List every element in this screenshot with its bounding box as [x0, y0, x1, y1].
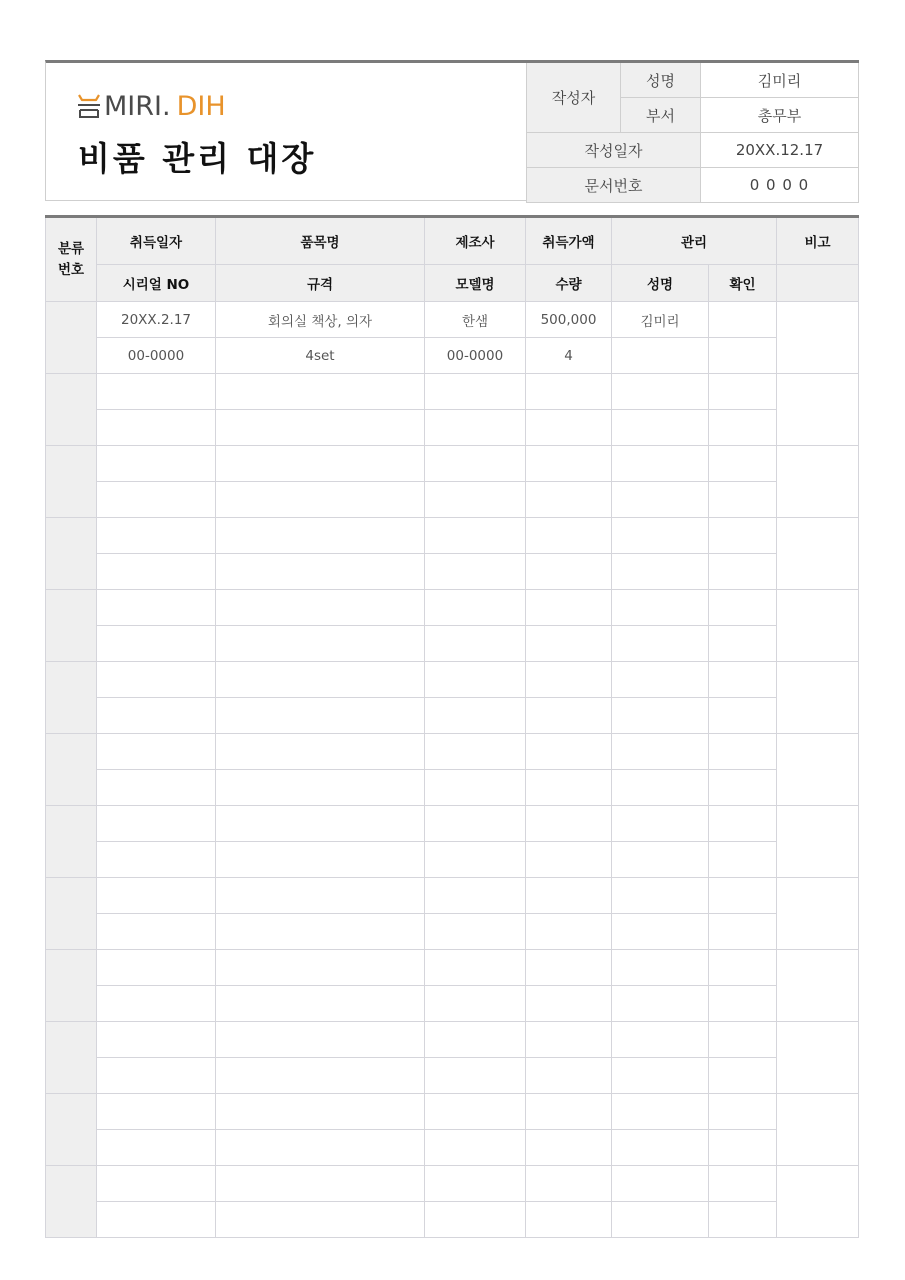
- manager-name-cell[interactable]: [612, 662, 709, 698]
- cat-logo-icon: [76, 92, 102, 120]
- confirm-cell[interactable]: [709, 302, 777, 338]
- item-name-cell[interactable]: [216, 374, 425, 410]
- confirm-cell[interactable]: [709, 662, 777, 698]
- qty-cell[interactable]: [526, 626, 612, 662]
- table-row: [46, 842, 859, 878]
- spec-cell[interactable]: [216, 554, 425, 590]
- spec-cell[interactable]: [216, 914, 425, 950]
- maker-cell[interactable]: 한샘: [425, 302, 526, 338]
- acq-price-cell[interactable]: [526, 878, 612, 914]
- spec-cell[interactable]: [216, 770, 425, 806]
- manager-name-cell-2[interactable]: [612, 842, 709, 878]
- confirm-cell[interactable]: [709, 734, 777, 770]
- model-cell[interactable]: [425, 914, 526, 950]
- confirm-cell-2[interactable]: [709, 1130, 777, 1166]
- serial-cell[interactable]: [97, 914, 216, 950]
- manager-name-cell[interactable]: [612, 806, 709, 842]
- remarks-cell[interactable]: [777, 590, 859, 662]
- spec-cell[interactable]: [216, 1130, 425, 1166]
- confirm-cell-2[interactable]: [709, 698, 777, 734]
- confirm-cell-2[interactable]: [709, 338, 777, 374]
- table-row: [46, 1022, 859, 1058]
- maker-cell[interactable]: [425, 1094, 526, 1130]
- manager-name-cell-2[interactable]: [612, 986, 709, 1022]
- table-row: [46, 806, 859, 842]
- table-row: [46, 1202, 859, 1238]
- table-row: [46, 698, 859, 734]
- model-cell[interactable]: [425, 554, 526, 590]
- header-qty: 수량: [526, 265, 612, 302]
- maker-cell[interactable]: [425, 734, 526, 770]
- brand-name-right: DIH: [176, 90, 226, 122]
- table-row: [46, 662, 859, 698]
- name-value[interactable]: 김미리: [701, 62, 859, 98]
- serial-cell[interactable]: [97, 626, 216, 662]
- confirm-cell-2[interactable]: [709, 914, 777, 950]
- brand-logo: [76, 89, 226, 123]
- header-maker: 제조사: [425, 217, 526, 265]
- manager-name-cell-2[interactable]: [612, 914, 709, 950]
- maker-cell[interactable]: [425, 806, 526, 842]
- item-name-cell[interactable]: 회의실 책상, 의자: [216, 302, 425, 338]
- serial-cell[interactable]: [97, 770, 216, 806]
- remarks-cell[interactable]: [777, 518, 859, 590]
- header-mgr-name: 성명: [612, 265, 709, 302]
- table-row: [46, 950, 859, 986]
- category-cell[interactable]: [46, 950, 97, 1022]
- remarks-cell[interactable]: [777, 1094, 859, 1166]
- table-row: [46, 446, 859, 482]
- acq-date-cell[interactable]: [97, 374, 216, 410]
- table-row: [46, 338, 859, 374]
- item-name-cell[interactable]: [216, 878, 425, 914]
- spec-cell[interactable]: [216, 986, 425, 1022]
- qty-cell[interactable]: [526, 914, 612, 950]
- table-row: [46, 1130, 859, 1166]
- confirm-cell[interactable]: [709, 950, 777, 986]
- header-manage: 관리: [612, 217, 777, 265]
- manager-name-cell-2[interactable]: [612, 1058, 709, 1094]
- acq-price-cell[interactable]: [526, 1166, 612, 1202]
- confirm-cell-2[interactable]: [709, 554, 777, 590]
- table-row: [46, 1166, 859, 1202]
- serial-cell[interactable]: [97, 1130, 216, 1166]
- qty-cell[interactable]: [526, 410, 612, 446]
- manager-name-cell-2[interactable]: [612, 338, 709, 374]
- acq-price-cell[interactable]: [526, 806, 612, 842]
- serial-cell[interactable]: 00-0000: [97, 338, 216, 374]
- model-cell[interactable]: [425, 482, 526, 518]
- manager-name-cell[interactable]: [612, 590, 709, 626]
- confirm-cell-2[interactable]: [709, 842, 777, 878]
- qty-cell[interactable]: [526, 482, 612, 518]
- manager-name-cell-2[interactable]: [612, 1130, 709, 1166]
- item-name-cell[interactable]: [216, 1166, 425, 1202]
- author-label: 작성자: [527, 62, 621, 133]
- item-name-cell[interactable]: [216, 1022, 425, 1058]
- remarks-cell[interactable]: [777, 806, 859, 878]
- maker-cell[interactable]: [425, 374, 526, 410]
- confirm-cell[interactable]: [709, 878, 777, 914]
- model-cell[interactable]: [425, 842, 526, 878]
- manager-name-cell-2[interactable]: [612, 626, 709, 662]
- remarks-cell[interactable]: [777, 302, 859, 374]
- table-row: [46, 554, 859, 590]
- item-name-cell[interactable]: [216, 446, 425, 482]
- table-row: [46, 518, 859, 554]
- document-title: 비품 관리 대장: [78, 139, 317, 178]
- category-cell[interactable]: [46, 806, 97, 878]
- header-remarks-2: [777, 265, 859, 302]
- confirm-cell-2[interactable]: [709, 410, 777, 446]
- serial-cell[interactable]: [97, 842, 216, 878]
- confirm-cell[interactable]: [709, 374, 777, 410]
- category-cell[interactable]: [46, 1166, 97, 1238]
- manager-name-cell[interactable]: [612, 518, 709, 554]
- header-model: 모델명: [425, 265, 526, 302]
- manager-name-cell[interactable]: [612, 950, 709, 986]
- qty-cell[interactable]: [526, 770, 612, 806]
- model-cell[interactable]: [425, 1130, 526, 1166]
- spec-cell[interactable]: 4set: [216, 338, 425, 374]
- qty-cell[interactable]: [526, 1202, 612, 1238]
- acq-date-cell[interactable]: [97, 1166, 216, 1202]
- model-cell[interactable]: [425, 770, 526, 806]
- manager-name-cell-2[interactable]: [612, 1202, 709, 1238]
- serial-cell[interactable]: [97, 554, 216, 590]
- acq-price-cell[interactable]: [526, 662, 612, 698]
- header-confirm: 확인: [709, 265, 777, 302]
- acq-date-cell[interactable]: [97, 806, 216, 842]
- item-name-cell[interactable]: [216, 518, 425, 554]
- manager-name-cell[interactable]: [612, 446, 709, 482]
- serial-cell[interactable]: [97, 482, 216, 518]
- remarks-cell[interactable]: [777, 1022, 859, 1094]
- spec-cell[interactable]: [216, 842, 425, 878]
- table-row: [46, 1058, 859, 1094]
- serial-cell[interactable]: [97, 986, 216, 1022]
- confirm-cell-2[interactable]: [709, 770, 777, 806]
- spec-cell[interactable]: [216, 1058, 425, 1094]
- acq-price-cell[interactable]: [526, 1094, 612, 1130]
- acq-date-cell[interactable]: [97, 1094, 216, 1130]
- table-row: [46, 590, 859, 626]
- category-cell[interactable]: [46, 446, 97, 518]
- category-cell[interactable]: [46, 1022, 97, 1094]
- maker-cell[interactable]: [425, 878, 526, 914]
- manager-name-cell[interactable]: [612, 734, 709, 770]
- remarks-cell[interactable]: [777, 374, 859, 446]
- acq-price-cell[interactable]: [526, 374, 612, 410]
- confirm-cell[interactable]: [709, 1166, 777, 1202]
- manager-name-cell[interactable]: [612, 1094, 709, 1130]
- header-spec: 규격: [216, 265, 425, 302]
- category-cell[interactable]: [46, 590, 97, 662]
- item-name-cell[interactable]: [216, 806, 425, 842]
- header-category: [46, 217, 97, 302]
- serial-cell[interactable]: [97, 1058, 216, 1094]
- serial-cell[interactable]: [97, 698, 216, 734]
- name-label: 성명: [621, 62, 701, 98]
- maker-cell[interactable]: [425, 950, 526, 986]
- qty-cell[interactable]: 4: [526, 338, 612, 374]
- category-cell[interactable]: [46, 518, 97, 590]
- table-row: [46, 626, 859, 662]
- acq-date-cell[interactable]: [97, 518, 216, 554]
- confirm-cell-2[interactable]: [709, 986, 777, 1022]
- confirm-cell-2[interactable]: [709, 1202, 777, 1238]
- manager-name-cell-2[interactable]: [612, 554, 709, 590]
- confirm-cell-2[interactable]: [709, 1058, 777, 1094]
- brand-name-left: MIRI.: [104, 90, 171, 122]
- header-item-name: 품목명: [216, 217, 425, 265]
- table-row: [46, 374, 859, 410]
- manager-name-cell-2[interactable]: [612, 482, 709, 518]
- remarks-cell[interactable]: [777, 446, 859, 518]
- qty-cell[interactable]: [526, 1130, 612, 1166]
- manager-name-cell-2[interactable]: [612, 410, 709, 446]
- confirm-cell[interactable]: [709, 446, 777, 482]
- item-name-cell[interactable]: [216, 662, 425, 698]
- confirm-cell[interactable]: [709, 806, 777, 842]
- acq-price-cell[interactable]: [526, 518, 612, 554]
- item-name-cell[interactable]: [216, 950, 425, 986]
- dept-value[interactable]: 총무부: [701, 98, 859, 133]
- category-cell[interactable]: [46, 374, 97, 446]
- confirm-cell-2[interactable]: [709, 626, 777, 662]
- confirm-cell[interactable]: [709, 590, 777, 626]
- category-cell[interactable]: [46, 878, 97, 950]
- header-category-label: 분류 번호: [57, 241, 85, 278]
- maker-cell[interactable]: [425, 446, 526, 482]
- item-name-cell[interactable]: [216, 734, 425, 770]
- docno-label: 문서번호: [527, 168, 701, 203]
- manager-name-cell[interactable]: [612, 878, 709, 914]
- maker-cell[interactable]: [425, 662, 526, 698]
- model-cell[interactable]: [425, 410, 526, 446]
- spec-cell[interactable]: [216, 1202, 425, 1238]
- acq-price-cell[interactable]: 500,000: [526, 302, 612, 338]
- acq-date-cell[interactable]: [97, 878, 216, 914]
- model-cell[interactable]: 00-0000: [425, 338, 526, 374]
- table-row: [46, 878, 859, 914]
- qty-cell[interactable]: [526, 698, 612, 734]
- docno-value[interactable]: 0 0 0 0: [701, 168, 859, 203]
- maker-cell[interactable]: [425, 1166, 526, 1202]
- category-cell[interactable]: [46, 302, 97, 374]
- category-cell[interactable]: [46, 662, 97, 734]
- remarks-cell[interactable]: [777, 1166, 859, 1238]
- date-label: 작성일자: [527, 133, 701, 168]
- category-cell[interactable]: [46, 1094, 97, 1166]
- manager-name-cell[interactable]: [612, 374, 709, 410]
- remarks-cell[interactable]: [777, 734, 859, 806]
- serial-cell[interactable]: [97, 410, 216, 446]
- qty-cell[interactable]: [526, 1058, 612, 1094]
- table-row: [46, 914, 859, 950]
- equipment-ledger-table: [45, 215, 859, 1238]
- acq-price-cell[interactable]: [526, 734, 612, 770]
- confirm-cell-2[interactable]: [709, 482, 777, 518]
- maker-cell[interactable]: [425, 590, 526, 626]
- spec-cell[interactable]: [216, 410, 425, 446]
- item-name-cell[interactable]: [216, 1094, 425, 1130]
- remarks-cell[interactable]: [777, 950, 859, 1022]
- dept-label: 부서: [621, 98, 701, 133]
- confirm-cell[interactable]: [709, 1094, 777, 1130]
- serial-cell[interactable]: [97, 1202, 216, 1238]
- spec-cell[interactable]: [216, 482, 425, 518]
- acq-date-cell[interactable]: [97, 734, 216, 770]
- spec-cell[interactable]: [216, 698, 425, 734]
- header-serial: 시리얼 NO: [97, 265, 216, 302]
- manager-name-cell-2[interactable]: [612, 770, 709, 806]
- acq-price-cell[interactable]: [526, 950, 612, 986]
- qty-cell[interactable]: [526, 554, 612, 590]
- remarks-cell[interactable]: [777, 662, 859, 734]
- table-row: [46, 986, 859, 1022]
- model-cell[interactable]: [425, 698, 526, 734]
- manager-name-cell[interactable]: [612, 1166, 709, 1202]
- acq-date-cell[interactable]: [97, 1022, 216, 1058]
- table-row: [46, 482, 859, 518]
- maker-cell[interactable]: [425, 518, 526, 554]
- acq-price-cell[interactable]: [526, 1022, 612, 1058]
- header-acq-date: 취득일자: [97, 217, 216, 265]
- manager-name-cell-2[interactable]: [612, 698, 709, 734]
- table-row: [46, 734, 859, 770]
- remarks-cell[interactable]: [777, 878, 859, 950]
- qty-cell[interactable]: [526, 842, 612, 878]
- acq-date-cell[interactable]: [97, 662, 216, 698]
- acq-date-cell[interactable]: [97, 950, 216, 986]
- author-info-table: [526, 60, 859, 203]
- manager-name-cell[interactable]: [612, 1022, 709, 1058]
- header-acq-price: 취득가액: [526, 217, 612, 265]
- model-cell[interactable]: [425, 626, 526, 662]
- maker-cell[interactable]: [425, 1022, 526, 1058]
- confirm-cell[interactable]: [709, 1022, 777, 1058]
- table-row: [46, 302, 859, 338]
- model-cell[interactable]: [425, 1058, 526, 1094]
- table-row: [46, 1094, 859, 1130]
- qty-cell[interactable]: [526, 986, 612, 1022]
- header-remarks: 비고: [777, 217, 859, 265]
- acq-price-cell[interactable]: [526, 446, 612, 482]
- acq-price-cell[interactable]: [526, 590, 612, 626]
- acq-date-cell[interactable]: 20XX.2.17: [97, 302, 216, 338]
- model-cell[interactable]: [425, 1202, 526, 1238]
- model-cell[interactable]: [425, 986, 526, 1022]
- category-cell[interactable]: [46, 734, 97, 806]
- table-row: [46, 770, 859, 806]
- acq-date-cell[interactable]: [97, 446, 216, 482]
- table-row: [46, 410, 859, 446]
- confirm-cell[interactable]: [709, 518, 777, 554]
- acq-date-cell[interactable]: [97, 590, 216, 626]
- manager-name-cell[interactable]: 김미리: [612, 302, 709, 338]
- item-name-cell[interactable]: [216, 590, 425, 626]
- date-value[interactable]: 20XX.12.17: [701, 133, 859, 168]
- spec-cell[interactable]: [216, 626, 425, 662]
